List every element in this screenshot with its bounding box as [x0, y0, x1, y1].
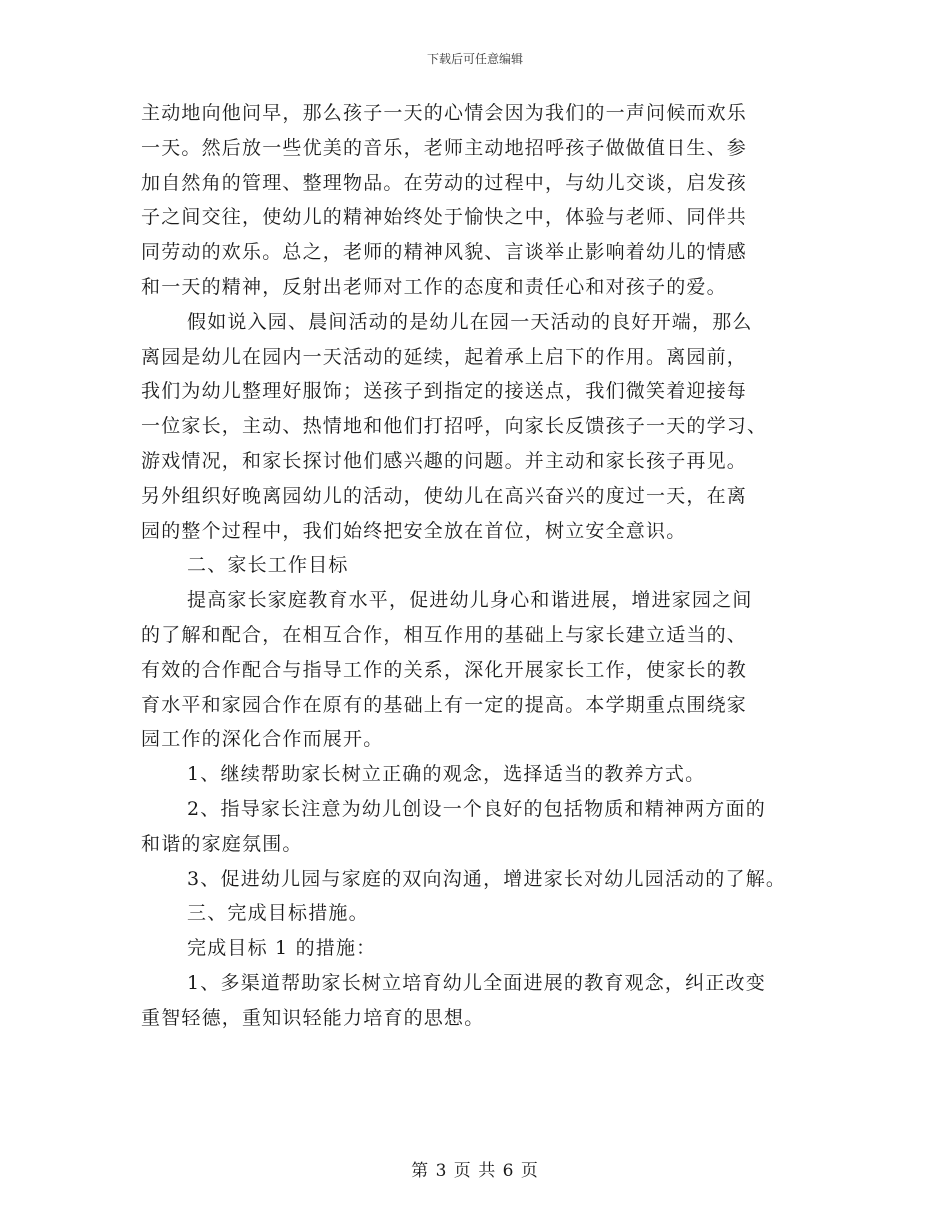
text-line: 1、多渠道帮助家长树立培育幼儿全面进展的教育观念，纠正改变 [187, 971, 766, 994]
text-line: 主动地向他问早，那么孩子一天的心情会因为我们的一声问候而欢乐 [141, 102, 748, 124]
text-line: 二、家长工作目标 [187, 554, 349, 577]
text-line: 我们为幼儿整理好服饰；送孩子到指定的接送点，我们微笑着迎接每 [141, 380, 748, 403]
text-line: 园工作的深化合作而展开。 [141, 728, 384, 751]
text-line: 离园是幼儿在园内一天活动的延续，起着承上启下的作用。离园前， [141, 345, 748, 368]
page-footer: 第 3 页 共 6 页 [411, 1161, 539, 1181]
text-line: 园的整个过程中，我们始终把安全放在首位，树立安全意识。 [141, 519, 687, 542]
text-line: 一位家长，主动、热情地和他们打招呼，向家长反馈孩子一天的学习、 [141, 415, 768, 438]
text-line: 有效的合作配合与指导工作的关系，深化开展家长工作，使家长的教 [141, 658, 748, 681]
text-line: 另外组织好晚离园幼儿的活动，使幼儿在高兴奋兴的度过一天，在离 [141, 484, 748, 507]
text-line: 子之间交往，使幼儿的精神始终处于愉快之中，体验与老师、同伴共 [141, 206, 748, 229]
text-line: 重智轻德，重知识轻能力培育的思想。 [141, 1006, 485, 1029]
text-line: 提高家长家庭教育水平，促进幼儿身心和谐进展，增进家园之间 [187, 589, 753, 612]
text-line: 同劳动的欢乐。总之，老师的精神风貌、言谈举止影响着幼儿的情感 [141, 241, 748, 264]
text-line: 一天。然后放一些优美的音乐，老师主动地招呼孩子做做值日生、参 [141, 136, 748, 159]
text-line: 和一天的精神，反射出老师对工作的态度和责任心和对孩子的爱。 [141, 275, 727, 298]
text-line: 加自然角的管理、整理物品。在劳动的过程中，与幼儿交谈，启发孩 [141, 171, 748, 194]
text-line: 游戏情况，和家长探讨他们感兴趣的问题。并主动和家长孩子再见。 [141, 449, 748, 472]
text-line: 1、继续帮助家长树立正确的观念，选择适当的教养方式。 [187, 763, 706, 786]
text-line: 育水平和家园合作在原有的基础上有一定的提高。本学期重点围绕家 [141, 693, 748, 716]
text-line: 的了解和配合，在相互合作，相互作用的基础上与家长建立适当的、 [141, 623, 748, 646]
text-line: 和谐的家庭氛围。 [141, 832, 303, 855]
page-header: 下载后可任意编辑 [426, 52, 523, 66]
text-line: 2、指导家长注意为幼儿创设一个良好的包括物质和精神两方面的 [187, 797, 766, 820]
body-text [141, 96, 821, 1036]
text-line: 完成目标 1 的措施： [187, 937, 377, 960]
text-line: 假如说入园、晨间活动的是幼儿在园一天活动的良好开端，那么 [187, 310, 753, 333]
text-line: 三、完成目标措施。 [187, 902, 369, 925]
text-line: 3、促进幼儿园与家庭的双向沟通，增进家长对幼儿园活动的了解。 [187, 867, 787, 890]
